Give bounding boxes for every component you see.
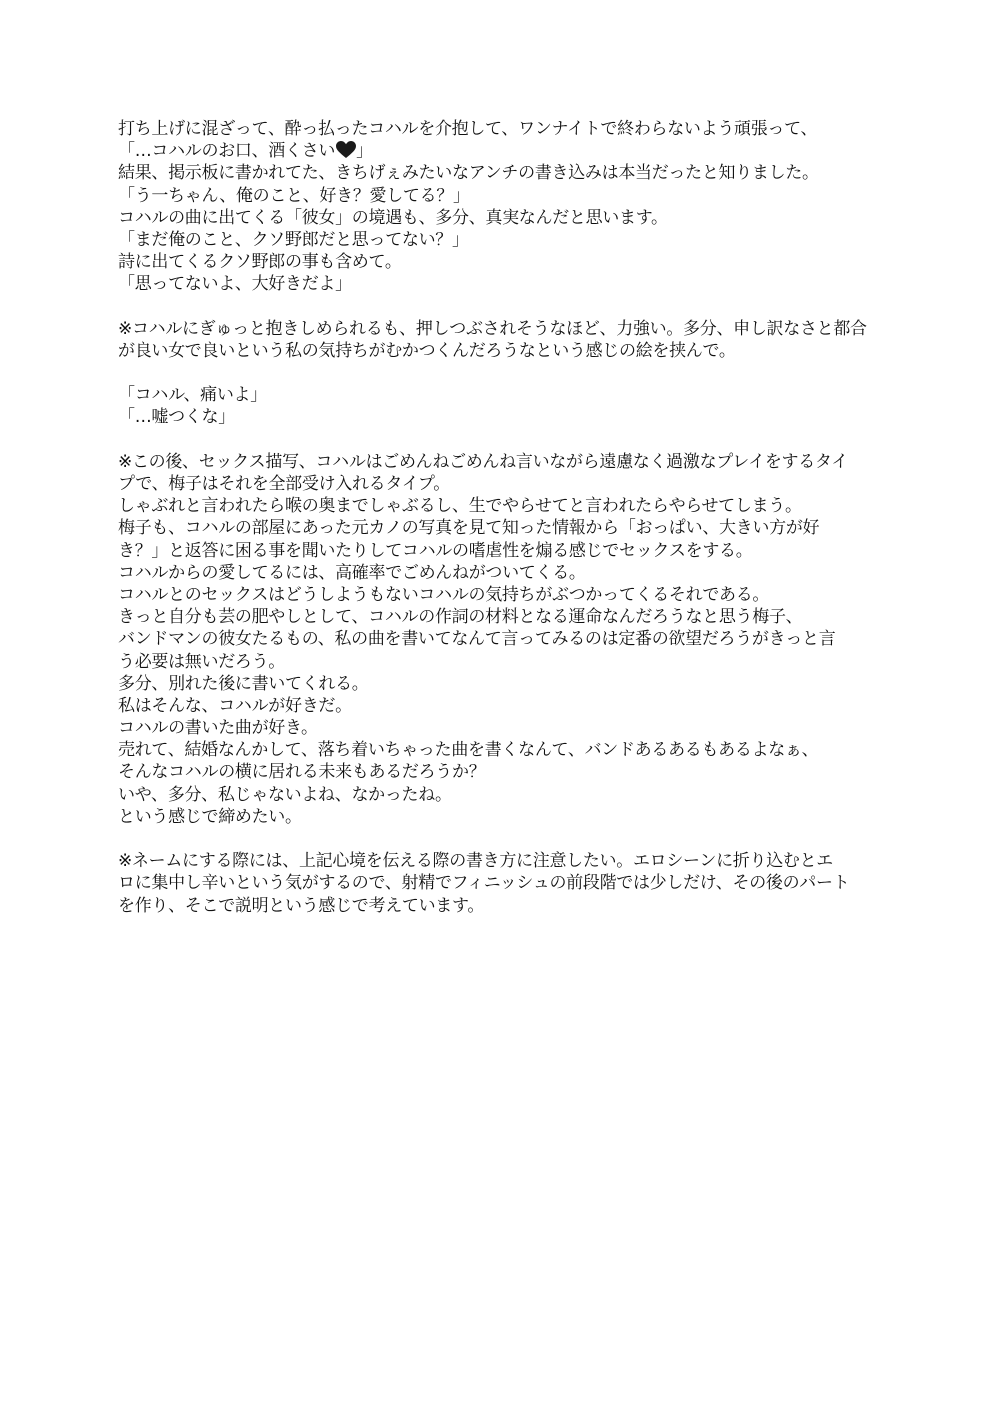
text-line: 「まだ俺のこと、クソ野郎だと思ってない？」 <box>118 229 469 250</box>
text-line: 売れて、結婚なんかして、落ち着いちゃった曲を書くなんて、バンドあるあるもあるよなぁ、 <box>118 740 819 761</box>
text-line: を作り、そこで説明という感じで考えています。 <box>118 895 485 916</box>
text-line: 結果、掲示板に書かれてた、きちげぇみたいなアンチの書き込みは本当だったと知りました。 <box>118 163 819 184</box>
text-line: う必要は無いだろう。 <box>118 651 285 672</box>
text-line: プで、梅子はそれを全部受け入れるタイプ。 <box>118 474 450 494</box>
text-line: ※ネームにする際には、上記心境を伝える際の書き方に注意したい。エロシーンに折り込むとエ <box>118 851 834 872</box>
text-line: コハルの書いた曲が好き。 <box>118 718 318 739</box>
text-line: コハルからの愛してるには、高確率でごめんねがついてくる。 <box>118 562 586 583</box>
text-line: ※この後、セックス描写、コハルはごめんねごめんね言いながら遠慮なく過激なプレイをするタイ <box>118 451 849 472</box>
text-line: きっと自分も芸の肥やしとして、コハルの作詞の材料となる運命なんだろうなと思う梅子、 <box>118 607 803 628</box>
text-line: という感じで締めたい。 <box>118 806 302 827</box>
text-line: が良い女で良いという私の気持ちがむかつくんだろうなという感じの絵を挟んで。 <box>118 340 736 361</box>
text-line: 多分、別れた後に書いてくれる。 <box>118 673 369 694</box>
text-line: 打ち上げに混ざって、酔っ払ったコハルを介抱して、ワンナイトで終わらないよう頑張って、 <box>118 119 818 139</box>
text-line: ロに集中し辛いという気がするので、射精でフィニッシュの前段階では少しだけ、その後のパート <box>118 873 850 894</box>
text-fragment: 「…コハルのお口、酒くさい <box>118 141 336 162</box>
text-line-with-heart <box>118 140 898 162</box>
text-line: 「う一ちゃん、俺のこと、好き？愛してる？」 <box>118 185 470 206</box>
text-line: 梅子も、コハルの部屋にあった元カノの写真を見て知った情報から「おっぱい、大きい方が好 <box>118 518 820 539</box>
text-line: コハルとのセックスはどうしようもないコハルの気持ちがぶつかってくるそれである。 <box>118 584 770 605</box>
text-line: そんなコハルの横に居れる未来もあるだろうか？ <box>118 762 486 783</box>
paragraph-spacer <box>118 828 898 850</box>
paragraph-spacer <box>118 362 898 384</box>
text-line: 詩に出てくるクソ野郎の事も含めて。 <box>118 252 402 273</box>
text-fragment: 」 <box>356 141 373 162</box>
paragraph-spacer <box>118 429 898 451</box>
text-line: ※コハルにぎゅっと抱きしめられるも、押しつぶされそうなほど、力強い。多分、申し訳なさと都合 <box>118 318 867 339</box>
text-line: しゃぶれと言われたら喉の奥までしゃぶるし、生でやらせてと言われたらやらせてしまう。 <box>118 496 802 517</box>
text-line: き？」と返答に困る事を聞いたりしてコハルの嗜虐性を煽る感じでセックスをする。 <box>118 540 753 561</box>
document-body <box>118 118 898 917</box>
text-line: 「…嘘つくな」 <box>118 407 235 428</box>
text-line: 私はそんな、コハルが好きだ。 <box>118 695 352 716</box>
text-line: 「コハル、痛いよ」 <box>118 385 267 406</box>
heart-icon <box>336 141 356 159</box>
text-line: いや、多分、私じゃないよね、なかったね。 <box>118 784 452 805</box>
text-line: 「思ってないよ、大好きだよ」 <box>118 274 352 295</box>
text-line: バンドマンの彼女たるもの、私の曲を書いてなんて言ってみるのは定番の欲望だろうがきっと言 <box>118 629 836 650</box>
paragraph-spacer <box>118 296 898 318</box>
text-line: コハルの曲に出てくる「彼女」の境遇も、多分、真実なんだと思います。 <box>118 207 668 228</box>
